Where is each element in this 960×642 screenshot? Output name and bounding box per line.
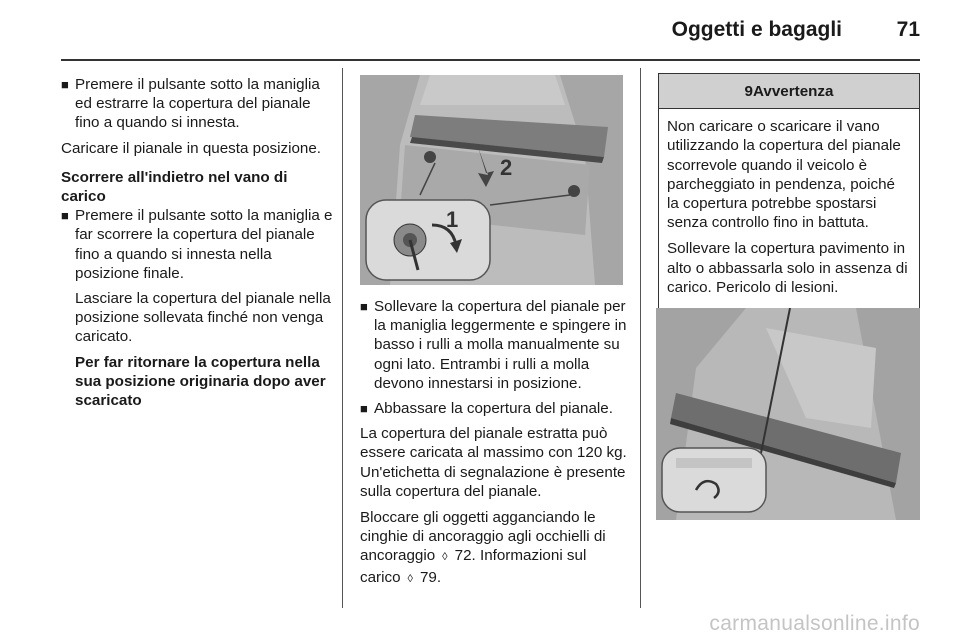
reference-text: . bbox=[436, 568, 442, 586]
list-item bbox=[360, 297, 628, 393]
warning-body bbox=[659, 109, 919, 310]
warning-paragraph: Sollevare la copertura pavimento in alto o abbassarla solo in assenza di carico. Pericolo di lesioni. bbox=[667, 240, 908, 296]
bullet-icon: ■ bbox=[360, 299, 368, 314]
column-2 bbox=[360, 297, 628, 596]
reference-text: Bloccare gli oggetti agganciando le cinghie di ancoraggio agli occhielli di ancoraggio bbox=[360, 509, 606, 565]
figure-label-1: 1 bbox=[446, 207, 459, 232]
page-number: 71 bbox=[896, 18, 920, 41]
list-item-text: Sollevare la copertura del pianale per la maniglia leggermente e spingere in basso i rulli a molla manualmente su ogni lato. Entrambi i rulli a molla devono innestarsi in posizione. bbox=[374, 298, 627, 392]
cross-reference-icon: ◊ bbox=[442, 551, 448, 564]
bullet-icon: ■ bbox=[61, 208, 69, 224]
figure-2-illustration bbox=[656, 308, 920, 520]
list-item bbox=[61, 75, 334, 133]
watermark: carmanualsonline.info bbox=[709, 612, 920, 635]
warning-title: Avvertenza bbox=[752, 83, 834, 100]
cross-reference-icon: ◊ bbox=[407, 572, 413, 585]
paragraph-with-references bbox=[360, 508, 628, 589]
bullet-icon: ■ bbox=[360, 401, 368, 417]
warning-paragraph: Non caricare o scaricare il vano utilizzando la copertura del pianale scorrevole quando il veicolo è parcheggiato in pendenza, poiché la copertura potrebbe spostarsi senza controllo fino in battuta. bbox=[667, 118, 901, 232]
list-item bbox=[360, 399, 628, 418]
column-1 bbox=[61, 75, 334, 416]
figure-floor-cover-rollers bbox=[360, 75, 623, 285]
column-divider-2 bbox=[640, 68, 641, 608]
figure-warning-label bbox=[656, 308, 920, 520]
warning-icon: 9 bbox=[744, 83, 753, 100]
header-title: Oggetti e bagagli bbox=[671, 18, 842, 41]
indented-paragraph: Lasciare la copertura del pianale nella posizione sollevata finché non venga caricato. bbox=[75, 290, 331, 346]
section-heading: Scorrere all'indietro nel vano di carico bbox=[61, 168, 288, 206]
indented-bold-paragraph: Per far ritornare la copertura nella sua posizione originaria dopo aver scaricato bbox=[75, 353, 326, 410]
header-divider bbox=[61, 59, 920, 61]
list-item-text: Abbassare la copertura del pianale. bbox=[374, 400, 613, 418]
paragraph: La copertura del pianale estratta può essere caricata al massimo con 120 kg. Un'etichetta di segnalazione è presente sulla copertura del pianale. bbox=[360, 425, 627, 500]
column-divider-1 bbox=[342, 68, 343, 608]
list-item bbox=[61, 206, 334, 283]
column-3 bbox=[658, 73, 920, 319]
list-item-text: Premere il pulsante sotto la maniglia e far scorrere la copertura del pianale fino a quando si innesta nella posizione finale. bbox=[75, 207, 333, 282]
reference-page-link[interactable]: 79 bbox=[419, 568, 437, 586]
bullet-icon: ■ bbox=[61, 77, 69, 92]
paragraph: Caricare il pianale in questa posizione. bbox=[61, 139, 322, 157]
warning-box bbox=[658, 73, 920, 311]
warning-header bbox=[659, 74, 919, 109]
figure-1-illustration bbox=[360, 75, 623, 285]
reference-page-link[interactable]: 72 bbox=[454, 547, 472, 565]
reference-text: . Informazioni sul carico bbox=[360, 547, 587, 586]
list-item-text: Premere il pulsante sotto la maniglia ed estrarre la copertura del pianale fino a quando si innesta. bbox=[75, 76, 320, 132]
figure-label-2: 2 bbox=[500, 155, 513, 180]
